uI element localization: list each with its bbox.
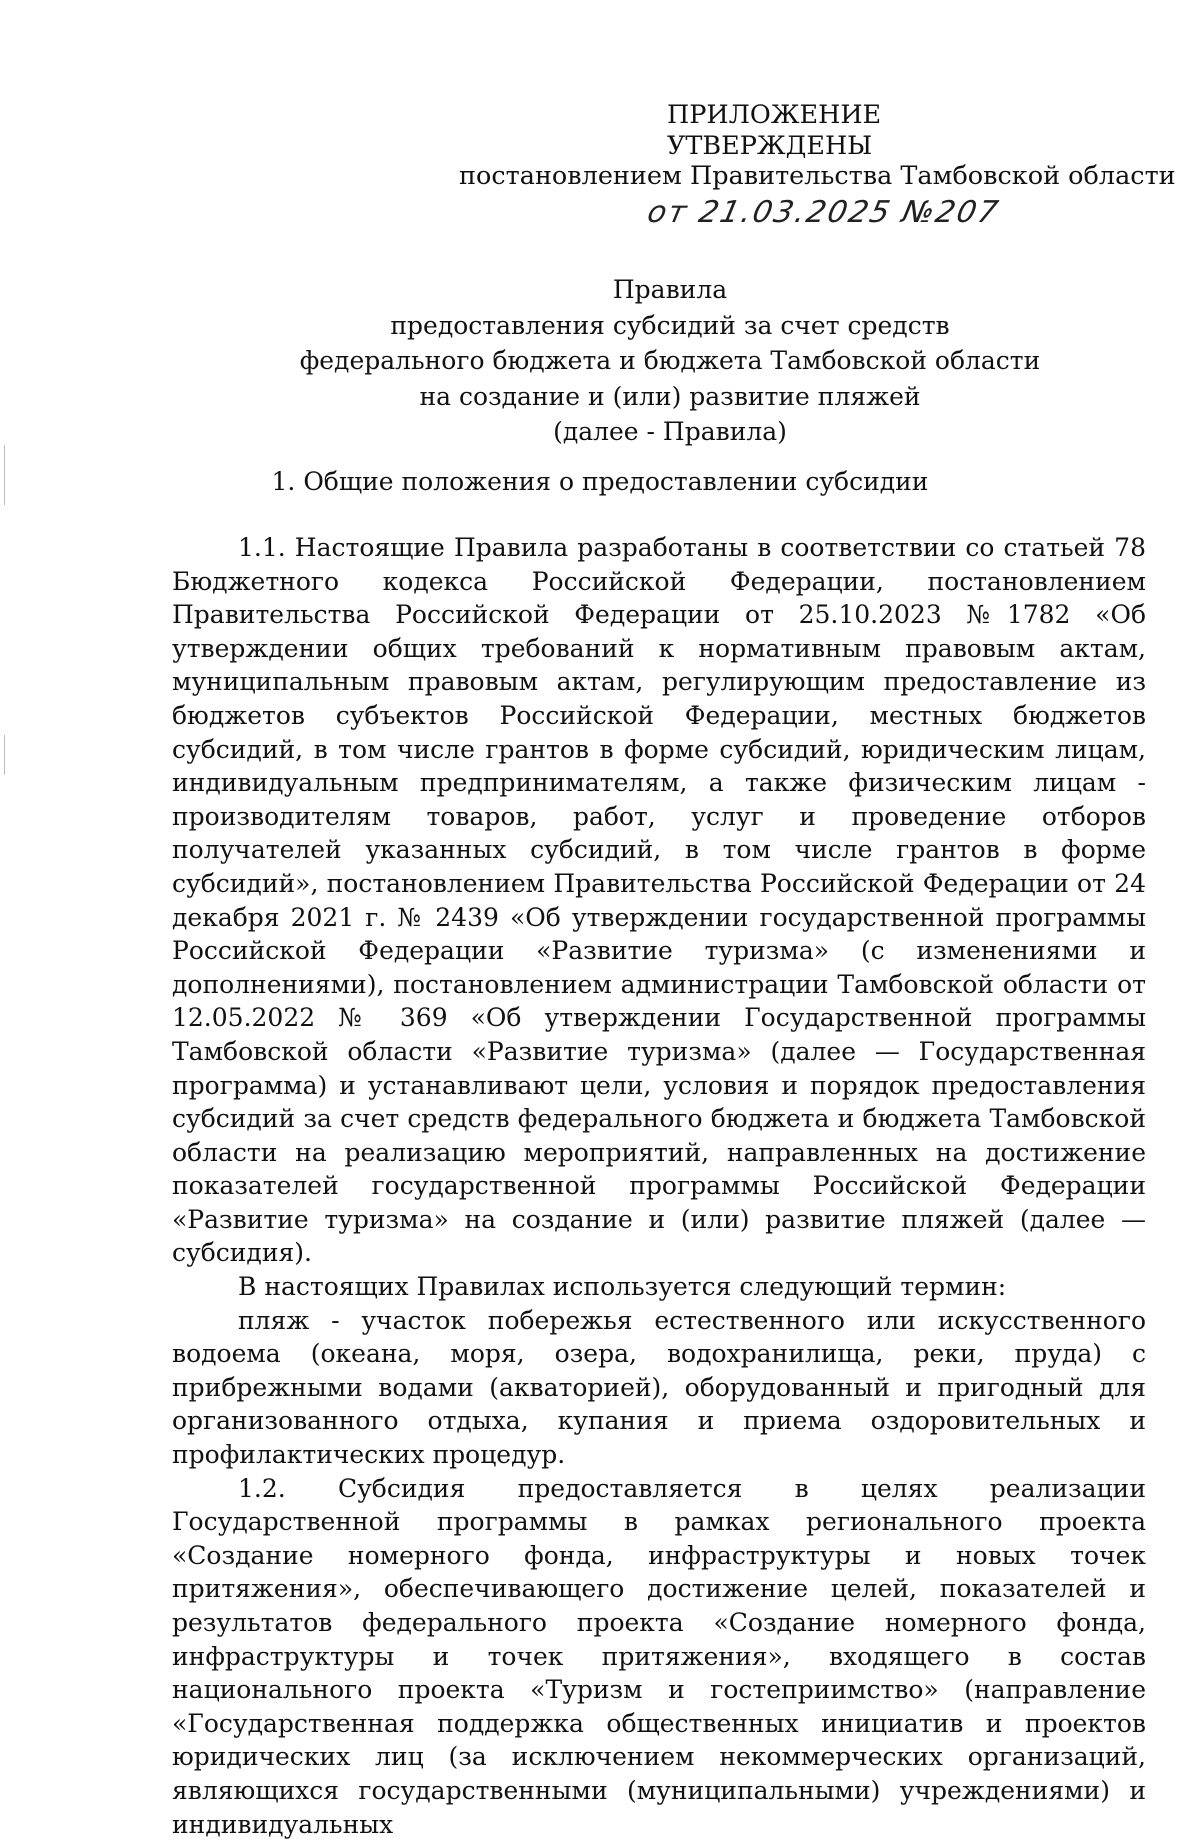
handwritten-date-number: от 21.03.2025 №207 — [644, 195, 1003, 230]
title-line: (далее - Правила) — [553, 417, 787, 446]
document-body — [172, 531, 1146, 1841]
title-line: Правила — [612, 275, 728, 304]
document-title — [200, 272, 1140, 450]
paragraph-beach-definition: пляж - участок побережья естественного или искусственного водоема (океана, моря, озера, водохранилища, реки, пруда) с прибрежными водами (акваторией), оборудованный и пригодный для организованного отдыха, купания и приема оздоровительных и профилактических процедур. — [172, 1305, 1146, 1470]
appendix-label: ПРИЛОЖЕНИЕ — [667, 100, 882, 130]
scan-edge-mark — [4, 735, 5, 775]
title-line: федерального бюджета и бюджета Тамбовской области — [299, 346, 1041, 375]
title-line: на создание и (или) развитие пляжей — [419, 381, 921, 411]
approval-decree-line: постановлением Правительства Тамбовской области — [459, 161, 1176, 191]
title-line: предоставления субсидий за счет средств — [390, 310, 950, 340]
paragraph-term-intro: В настоящих Правилах используется следующий термин: — [238, 1272, 1007, 1302]
paragraph-1-1: 1.1. Настоящие Правила разработаны в соответствии со статьей 78 Бюджетного кодекса Российской Федерации, постановлением Правительства Российской Федерации от 25.10.2023 №1782 «Об утверждении общих требований к нормативным правовым актам, муниципальным правовым актам, регулирующим предоставление из бюджетов субъектов Российской Федерации, местных бюджетов субсидий, в том числе грантов в форме субсидий, юридическим лицам, индивидуальным предпринимателям, а также физическим лицам - производителям товаров, работ, услуг и проведение отборов получателей указанных субсидий, в том числе грантов в форме субсидий», постановлением Правительства Российской Федерации от 24 декабря 2021 г. № 2439 «Об утверждении государственной программы Российской Федерации «Развитие туризма» (с изменениями и дополнениями), постановлением администрации Тамбовской области от 12.05.2022 № 369 «Об утверждении Государственной программы Тамбовской области «Развитие туризма» (далее — Государственная программа) и устанавливают цели, условия и порядок предоставления субсидий за счет средств федерального бюджета и бюджета Тамбовской области на реализацию мероприятий, направленных на достижение показателей государственной программы Российской Федерации «Развитие туризма» на создание и (или) развитие пляжей (далее — субсидия). — [172, 533, 1146, 1268]
section-heading: 1. Общие положения о предоставлении субсидии — [271, 467, 929, 496]
paragraph-1-2: 1.2. Субсидия предоставляется в целях реализации Государственной программы в рамках регионального проекта «Создание номерного фонда, инфраструктуры и новых точек притяжения», обеспечивающего достижение целей, показателей и результатов федерального проекта «Создание номерного фонда, инфраструктуры и точек притяжения», входящего в состав национального проекта «Туризм и гостеприимство» (направление «Государственная поддержка общественных инициатив и проектов юридических лиц (за исключением некоммерческих организаций, являющихся государственными (муниципальными) учреждениями) и индивидуальных — [172, 1473, 1146, 1839]
approved-label: УТВЕРЖДЕНЫ — [667, 131, 873, 161]
